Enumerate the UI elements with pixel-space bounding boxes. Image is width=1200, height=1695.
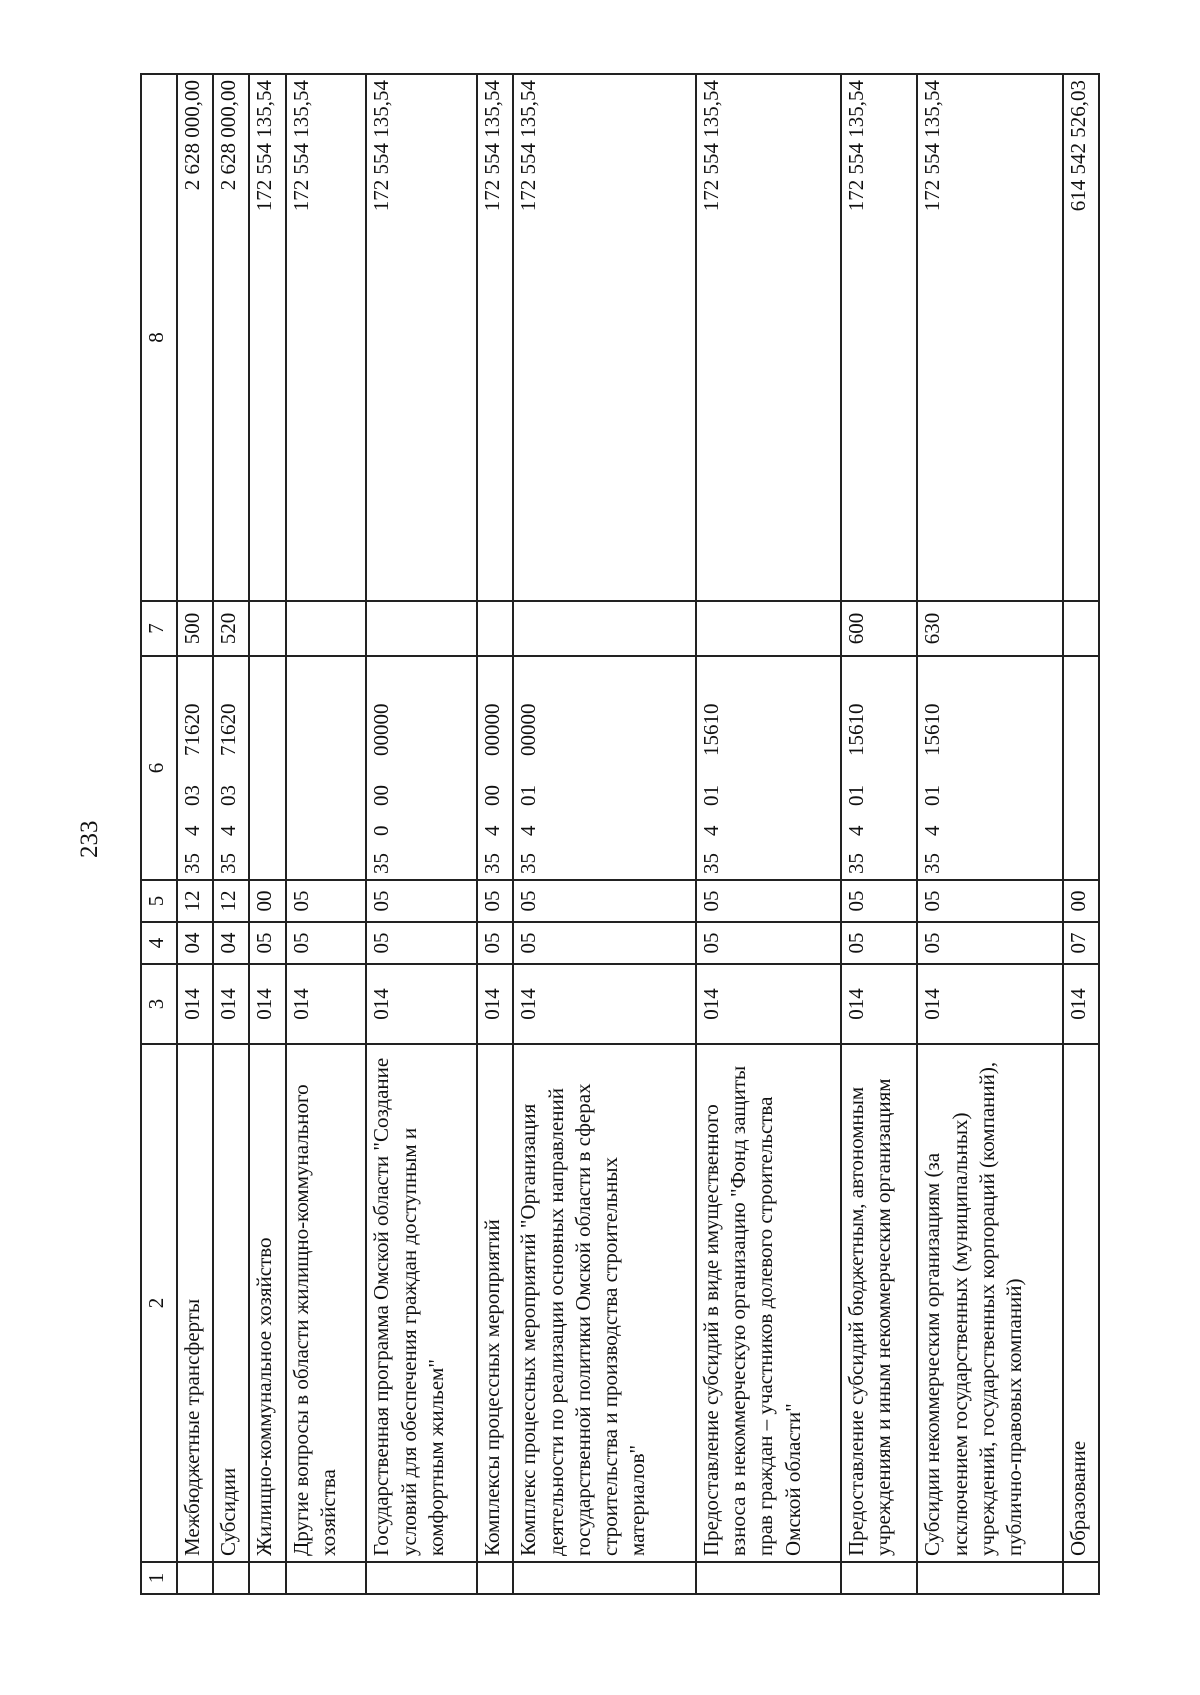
header-cell-2: 2 — [141, 1044, 177, 1562]
section-code-cell: 05 — [477, 922, 513, 964]
amount-cell: 172 554 135,54 — [477, 74, 513, 601]
amount-cell: 2 628 000,00 — [177, 74, 213, 601]
target-article-part: 4 — [516, 825, 541, 836]
target-article-part: 4 — [180, 825, 205, 836]
section-code-cell: 05 — [249, 922, 285, 964]
admin-code-cell: 014 — [249, 964, 285, 1044]
item-name-cell: Жилищно-коммунальное хозяйство — [249, 1044, 285, 1562]
section-code-cell: 05 — [366, 922, 477, 964]
amount-cell: 2 628 000,00 — [213, 74, 249, 601]
expense-type-cell — [696, 601, 841, 656]
section-code-cell: 05 — [917, 922, 1062, 964]
admin-code-cell: 014 — [917, 964, 1062, 1044]
header-cell-7: 7 — [141, 601, 177, 656]
admin-code-cell: 014 — [696, 964, 841, 1044]
section-code-cell: 04 — [177, 922, 213, 964]
target-article-part: 00000 — [369, 703, 394, 756]
row-number-cell — [177, 1562, 213, 1594]
subsection-code-cell: 05 — [696, 880, 841, 922]
section-code-cell: 04 — [213, 922, 249, 964]
table-row — [249, 74, 285, 1594]
target-article-part: 00 — [369, 785, 394, 806]
subsection-code-cell: 05 — [917, 880, 1062, 922]
target-article-cell — [213, 656, 249, 880]
row-number-cell — [249, 1562, 285, 1594]
target-article-part: 0 — [369, 825, 394, 836]
target-article-part: 03 — [180, 785, 205, 806]
page-number: 233 — [76, 820, 103, 858]
target-article-cell — [917, 656, 1062, 880]
target-article-part: 35 — [180, 853, 205, 874]
subsection-code-cell: 05 — [477, 880, 513, 922]
header-cell-1: 1 — [141, 1562, 177, 1594]
target-article-cell — [696, 656, 841, 880]
target-article-part: 35 — [216, 853, 241, 874]
row-number-cell — [213, 1562, 249, 1594]
target-article-part: 00 — [480, 785, 505, 806]
table-row — [286, 74, 367, 1594]
target-article-cell — [177, 656, 213, 880]
expense-type-cell — [1063, 601, 1099, 656]
target-article-part: 35 — [480, 853, 505, 874]
subsection-code-cell: 05 — [841, 880, 917, 922]
section-code-cell: 07 — [1063, 922, 1099, 964]
target-article-part: 35 — [920, 853, 945, 874]
table-row — [177, 74, 213, 1594]
subsection-code-cell: 12 — [177, 880, 213, 922]
target-article-cell — [249, 656, 285, 880]
target-article-part: 15610 — [844, 703, 869, 756]
target-article-part: 4 — [480, 825, 505, 836]
header-cell-4: 4 — [141, 922, 177, 964]
target-article-part: 03 — [216, 785, 241, 806]
amount-cell: 172 554 135,54 — [696, 74, 841, 601]
row-number-cell — [513, 1562, 695, 1594]
target-article-part: 00000 — [480, 703, 505, 756]
target-article-part: 00000 — [516, 703, 541, 756]
target-article-part: 15610 — [920, 703, 945, 756]
amount-cell: 172 554 135,54 — [841, 74, 917, 601]
item-name-cell: Образование — [1063, 1044, 1099, 1562]
item-name-cell: Субсидии — [213, 1044, 249, 1562]
admin-code-cell: 014 — [286, 964, 367, 1044]
header-cell-3: 3 — [141, 964, 177, 1044]
target-article-cell — [366, 656, 477, 880]
budget-table — [140, 73, 1100, 1595]
table-row — [696, 74, 841, 1594]
admin-code-cell: 014 — [477, 964, 513, 1044]
budget-table-sheet — [140, 75, 1100, 1595]
row-number-cell — [366, 1562, 477, 1594]
header-cell-5: 5 — [141, 880, 177, 922]
target-article-part: 35 — [844, 853, 869, 874]
item-name-cell: Субсидии некоммерческим организациям (за исключением государственных (муниципальных) учреждений, государственных корпораций (компаний), публично-правовых компаний) — [917, 1044, 1062, 1562]
target-article-part: 35 — [698, 853, 723, 874]
amount-cell: 614 542 526,03 — [1063, 74, 1099, 601]
row-number-cell — [477, 1562, 513, 1594]
target-article-part: 4 — [844, 825, 869, 836]
admin-code-cell: 014 — [841, 964, 917, 1044]
row-number-cell — [917, 1562, 1062, 1594]
expense-type-cell: 520 — [213, 601, 249, 656]
target-article-cell — [477, 656, 513, 880]
item-name-cell: Государственная программа Омской области "Создание условий для обеспечения граждан доступным и комфортным жильем" — [366, 1044, 477, 1562]
table-body — [177, 74, 1099, 1594]
admin-code-cell: 014 — [213, 964, 249, 1044]
section-code-cell: 05 — [841, 922, 917, 964]
amount-cell: 172 554 135,54 — [917, 74, 1062, 601]
subsection-code-cell: 12 — [213, 880, 249, 922]
item-name-cell: Межбюджетные трансферты — [177, 1044, 213, 1562]
target-article-cell — [513, 656, 695, 880]
expense-type-cell: 500 — [177, 601, 213, 656]
target-article-part: 4 — [698, 825, 723, 836]
item-name-cell: Предоставление субсидий в виде имущественного взноса в некоммерческую организацию "Фонд защиты прав граждан – участников долевого строительства Омской области" — [696, 1044, 841, 1562]
section-code-cell: 05 — [513, 922, 695, 964]
section-code-cell: 05 — [696, 922, 841, 964]
section-code-cell: 05 — [286, 922, 367, 964]
target-article-part: 71620 — [216, 703, 241, 756]
row-number-cell — [696, 1562, 841, 1594]
item-name-cell: Комплексы процессных мероприятий — [477, 1044, 513, 1562]
admin-code-cell: 014 — [366, 964, 477, 1044]
item-name-cell: Предоставление субсидий бюджетным, автономным учреждениям и иным некоммерческим организациям — [841, 1044, 917, 1562]
subsection-code-cell: 00 — [249, 880, 285, 922]
table-row — [917, 74, 1062, 1594]
target-article-cell — [1063, 656, 1099, 880]
row-number-cell — [286, 1562, 367, 1594]
target-article-part: 01 — [844, 785, 869, 806]
target-article-part: 4 — [216, 825, 241, 836]
expense-type-cell — [366, 601, 477, 656]
subsection-code-cell: 00 — [1063, 880, 1099, 922]
row-number-cell — [1063, 1562, 1099, 1594]
subsection-code-cell: 05 — [286, 880, 367, 922]
target-article-part: 71620 — [180, 703, 205, 756]
item-name-cell: Комплекс процессных мероприятий "Организация деятельности по реализации основных направлений государственной политики Омской области в сферах строительства и производства строительных материалов" — [513, 1044, 695, 1562]
table-row — [213, 74, 249, 1594]
admin-code-cell: 014 — [1063, 964, 1099, 1044]
target-article-part: 01 — [516, 785, 541, 806]
target-article-part: 01 — [698, 785, 723, 806]
expense-type-cell: 600 — [841, 601, 917, 656]
expense-type-cell — [513, 601, 695, 656]
expense-type-cell: 630 — [917, 601, 1062, 656]
expense-type-cell — [249, 601, 285, 656]
admin-code-cell: 014 — [177, 964, 213, 1044]
target-article-cell — [286, 656, 367, 880]
amount-cell: 172 554 135,54 — [249, 74, 285, 601]
table-row — [1063, 74, 1099, 1594]
subsection-code-cell: 05 — [366, 880, 477, 922]
expense-type-cell — [286, 601, 367, 656]
row-number-cell — [841, 1562, 917, 1594]
target-article-part: 4 — [920, 825, 945, 836]
table-row — [513, 74, 695, 1594]
subsection-code-cell: 05 — [513, 880, 695, 922]
target-article-part: 01 — [920, 785, 945, 806]
target-article-part: 35 — [516, 853, 541, 874]
amount-cell: 172 554 135,54 — [366, 74, 477, 601]
item-name-cell: Другие вопросы в области жилищно-коммунального хозяйства — [286, 1044, 367, 1562]
amount-cell: 172 554 135,54 — [286, 74, 367, 601]
table-row — [477, 74, 513, 1594]
header-cell-6: 6 — [141, 656, 177, 880]
header-row — [141, 74, 177, 1594]
table-row — [366, 74, 477, 1594]
admin-code-cell: 014 — [513, 964, 695, 1044]
amount-cell: 172 554 135,54 — [513, 74, 695, 601]
table-row — [841, 74, 917, 1594]
header-cell-8: 8 — [141, 74, 177, 601]
target-article-part: 15610 — [698, 703, 723, 756]
target-article-part: 35 — [369, 853, 394, 874]
expense-type-cell — [477, 601, 513, 656]
target-article-cell — [841, 656, 917, 880]
